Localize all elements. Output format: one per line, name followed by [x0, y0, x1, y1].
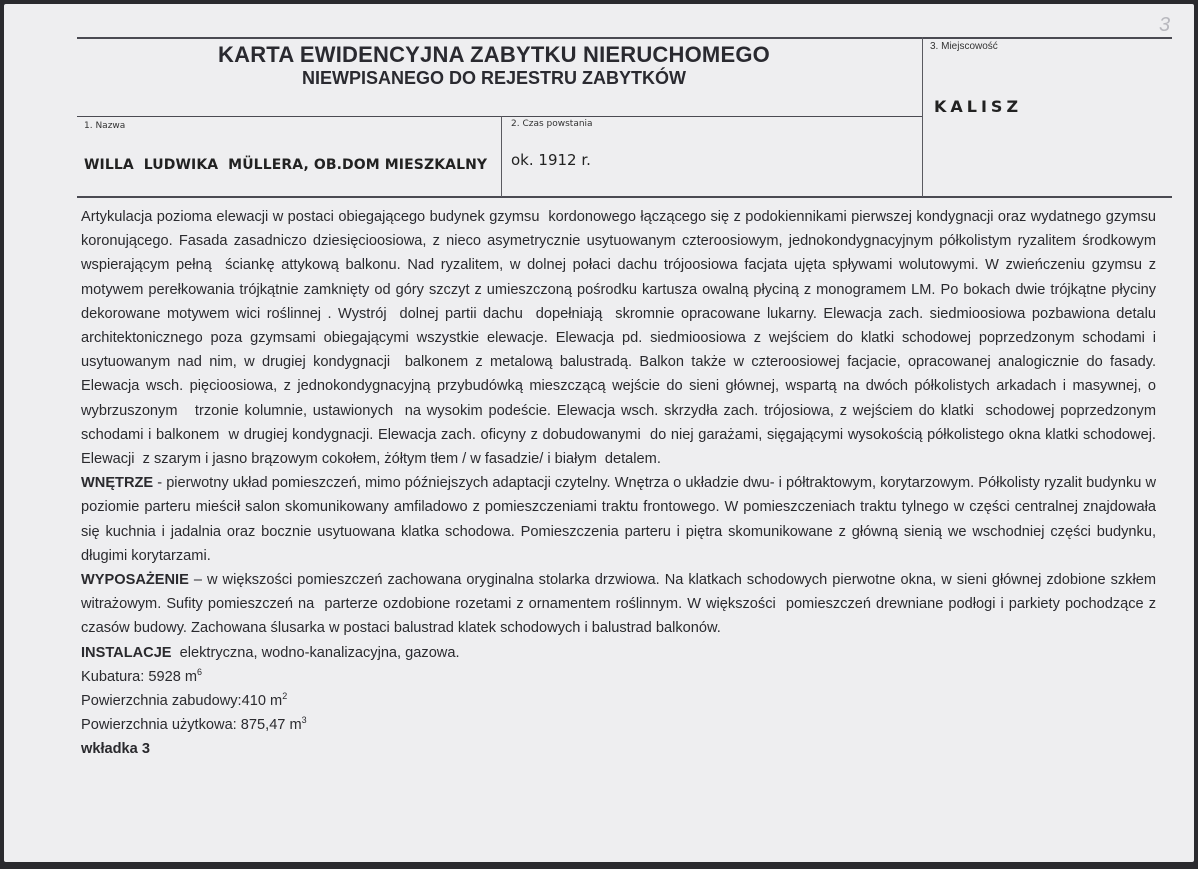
document-subtitle: NIEWPISANEGO DO REJESTRU ZABYTKÓW	[301, 68, 687, 88]
fields-bottom-rule	[77, 196, 1172, 198]
date-column-divider	[501, 116, 502, 197]
interior-section	[81, 471, 1161, 568]
name-field-label: 1. Nazwa	[84, 121, 126, 131]
facade-description: Artykulacja pozioma elewacji w postaci obiegającego budynek gzymsu kordonowego łączącego się z podokiennikami pierwszej kondygnacji oraz wydatnego gzymsu koronującego. Fasada zasadniczo dziesięcioosiowa, z nieco asymetrycznie usytuowanym czteroosiowym, jednokondygnacyjnym półkolistym ryzalitem środkowym wspierającym pełną ściankę attykową balkonu. Nad ryzalitem, w dolnej połaci dachu trójoosiowa facjata ujęta spływami wolutowymi. W zwieńczeniu gzymsu z motywem perełkowania trójkątnie zamknięty od góry szczyt z umieszczoną pośrodku kartusza owalną płyciną z monogramem LM. Po bokach dwie trójkątne płyciny dekorowane motywem wici roślinnej . Wystrój dolnej partii dachu dopełniają skromnie opracowane lukarny. Elewacja zach. siedmioosiowa pozbawiona detalu architektonicznego poza gzymsami obiegającymi wszystkie elewacje. Elewacja pd. siedmioosiowa z wejściem do klatki schodowej poprzedzonym schodami i usytuowanym nad nim, w drugiej kondygnacji balkonem z metalową balustradą. Balkon także w czteroosiowej facjacie, opracowanej analogicznie do fasady. Elewacja wsch. pięcioosiowa, z jednokondygnacyjną przybudówką mieszczącą wejście do sieni głównej, wspartą na dwóch półkolistych arkadach i masywnej, o wybrzuszonym trzonie kolumnie, ustawionych na wysokim podeście. Elewacja wsch. skrzydła zach. trójosiowa, z wejściem do klatki schodowej poprzedzonym schodami i balkonem w drugiej kondygnacji. Elewacja zach. oficyny z dobudowanymi do niej garażami, sięgającymi wysokością półkolistego okna klatki schodowej. Elewacji z szarym i jasno brązowym cokołem, żółtym tłem / w fasadzie/ i białym detalem.	[81, 209, 1161, 468]
usable-area-line	[81, 713, 1156, 737]
insert-label: wkładka 3	[81, 741, 150, 758]
usable-area-text: Powierzchnia użytkowa: 875,47 m	[81, 717, 302, 734]
built-area-text: Powierzchnia zabudowy:410 m	[81, 693, 283, 710]
interior-text: - pierwotny układ pomieszczeń, mimo późniejszych adaptacji czytelny. Wnętrza o układzie dwu- i półtraktowym, korytarzowym. Półkolisty ryzalit budynku w poziomie parteru mieścił salon skomunikowany amfiladowo z pomieszczeniami traktu frontowego. W pomieszczeniach traktu tylnego w części centralnej znajdowała się kuchnia i jadalnia oraz bocznie usytuowana klatka schodowa. Pomieszczenia parteru i piętra skomunikowane z główną sienią we wschodniej części budynku, długimi korytarzami.	[81, 475, 1161, 564]
installations-heading: INSTALACJE	[81, 644, 172, 661]
installations-section	[81, 641, 1156, 665]
date-field-label: 2. Czas powstania	[511, 119, 593, 129]
name-field-value: WILLA LUDWIKA MÜLLERA, OB.DOM MIESZKALNY	[84, 157, 488, 173]
header-divider	[77, 116, 923, 117]
place-field-label: 3. Miejscowość	[930, 41, 998, 52]
date-field-value: ok. 1912 r.	[511, 151, 591, 169]
insert-line	[81, 737, 1156, 761]
description-body	[81, 205, 1161, 762]
interior-heading: WNĘTRZE	[81, 475, 154, 492]
place-column-divider	[922, 37, 923, 197]
volume-superscript: 6	[197, 667, 203, 677]
equipment-text: – w większości pomieszczeń zachowana oryginalna stolarka drzwiowa. Na klatkach schodowych pierwotne okna, w sieni głównej zdobione szkłem witrażowym. Sufity pomieszczeń na parterze ozdobione rozetami z ornamentem roślinnym. W większości pomieszczeń drewniane podłogi i parkiety pochodzące z czasów budowy. Zachowana ślusarka w postaci balustrad klatek schodowych i balustrad balkonów.	[81, 572, 1161, 637]
volume-text: Kubatura: 5928 m	[81, 668, 198, 685]
record-card-sheet	[4, 4, 1194, 862]
installations-text: elektryczna, wodno-kanalizacyjna, gazowa.	[171, 644, 460, 661]
equipment-heading: WYPOSAŻENIE	[81, 572, 189, 589]
volume-line	[81, 665, 1156, 689]
page-number: 3	[1159, 14, 1171, 36]
equipment-section	[81, 568, 1161, 641]
usable-area-superscript: 3	[301, 715, 307, 726]
place-field-value: KALISZ	[934, 97, 1023, 116]
built-area-superscript: 2	[282, 691, 288, 702]
built-area-line	[81, 689, 1156, 713]
top-rule	[77, 37, 1172, 39]
document-title: KARTA EWIDENCYJNA ZABYTKU NIERUCHOMEGO	[218, 42, 770, 67]
